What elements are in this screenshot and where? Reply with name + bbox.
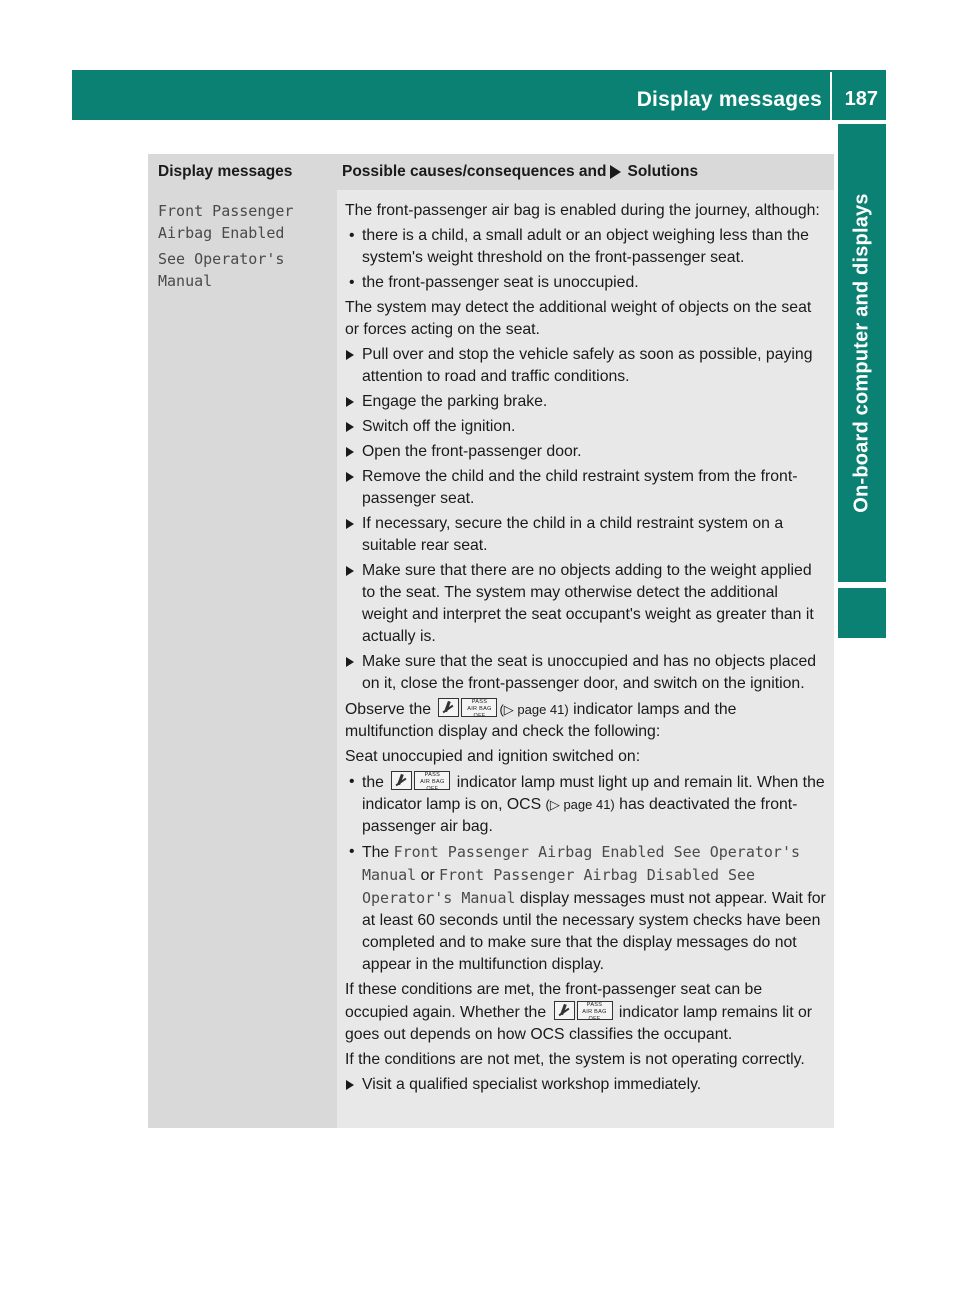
instruction-step: [345, 391, 827, 413]
seat-occupant-icon: [554, 1001, 575, 1020]
col-header-causes-text: Possible causes/consequences and: [342, 163, 607, 180]
check-text: or: [420, 867, 435, 884]
col-header-causes-solutions: [334, 154, 834, 190]
observe-text-start: Observe the: [345, 701, 432, 718]
intro-text: The front-passenger air bag is enabled during the journey, although:: [345, 202, 820, 219]
message-line: See Operator's: [158, 250, 285, 268]
condition-bullet: [345, 225, 827, 269]
step-arrow-icon: [346, 350, 354, 360]
step-text: Switch off the ignition.: [362, 418, 516, 435]
pass-icon-bottom-line: [462, 706, 496, 720]
step-arrow-icon: [346, 1080, 354, 1090]
instruction-step: [345, 344, 827, 388]
step-arrow-icon: [346, 447, 354, 457]
display-message-ref: Front Passenger Airbag Disabled See Operator's Manual: [362, 866, 756, 907]
pass-airbag-off-icon: [577, 1001, 613, 1020]
instruction-step: [345, 441, 827, 463]
conditions-met-end: indicator lamp remains lit or goes out depends on how OCS classifies the occupant.: [345, 1004, 813, 1043]
pass-airbag-off-icon: [414, 771, 450, 790]
check-text: indicator lamp must light up and remain lit. When the indicator lamp is on, OCS: [362, 774, 825, 813]
airbag-icon-label: AIR BAG: [420, 779, 445, 785]
step-text: Remove the child and the child restraint system from the front-passenger seat.: [362, 468, 798, 507]
instruction-step: [345, 513, 827, 557]
condition-text: there is a child, a small adult or an object weighing less than the system's weight threshold on the front-passenger seat.: [362, 227, 809, 266]
check-text: has deactivated the front-passenger air bag.: [362, 796, 798, 835]
pass-icon-bottom-line: [415, 779, 449, 793]
check-text: display messages must not appear. Wait for at least 60 seconds until the necessary system checks have been completed and to make sure that the display messages do not appear in the multifunction display.: [362, 890, 826, 973]
pass-airbag-off-icon: [461, 698, 497, 717]
seat-unoccupied-text: Seat unoccupied and ignition switched on:: [345, 748, 641, 765]
step-text: Pull over and stop the vehicle safely as soon as possible, paying attention to road and traffic conditions.: [362, 346, 813, 385]
check-bullet: [345, 771, 827, 838]
message-line: Manual: [158, 272, 213, 290]
condition-text: the front-passenger seat is unoccupied.: [362, 274, 639, 291]
step-text: If necessary, secure the child in a child restraint system on a suitable rear seat.: [362, 515, 784, 554]
bullet-icon: •: [349, 227, 355, 244]
observe-text-end: indicator lamps and the multifunction display and check the following:: [345, 701, 737, 740]
header-divider: [830, 72, 832, 120]
step-text: Engage the parking brake.: [362, 393, 548, 410]
check-text: The: [362, 844, 390, 861]
seat-occupant-icon: [438, 698, 459, 717]
check-text: the: [362, 774, 384, 791]
pass-icon-bottom-line: [578, 1009, 612, 1023]
off-icon-label: OFF: [473, 713, 486, 719]
bullet-icon: •: [349, 274, 355, 291]
conditions-met-start: If these conditions are met, the front-passenger seat can be occupied again. Whether the: [345, 981, 763, 1021]
page-reference: (▷ page 41): [499, 702, 569, 717]
seat-occupant-icon: [391, 771, 412, 790]
instruction-step: [345, 466, 827, 510]
instruction-step: [345, 560, 827, 648]
airbag-icon-label: AIR BAG: [467, 706, 492, 712]
step-text: Visit a qualified specialist workshop immediately.: [362, 1076, 702, 1093]
step-arrow-icon: [346, 422, 354, 432]
instruction-step: [345, 416, 827, 438]
detect-text: The system may detect the additional weight of objects on the seat or forces acting on the seat.: [345, 299, 812, 338]
message-line: Airbag Enabled: [158, 224, 285, 242]
condition-bullet: [345, 272, 827, 294]
step-arrow-icon: [346, 397, 354, 407]
chapter-marker-block: [838, 588, 886, 638]
instruction-step: [345, 1074, 827, 1096]
step-arrow-icon: [346, 472, 354, 482]
step-text: Open the front-passenger door.: [362, 443, 582, 460]
conditions-not-met-text: If the conditions are not met, the system is not operating correctly.: [345, 1051, 805, 1068]
display-message-cell: [148, 190, 337, 1128]
chapter-label: On-board computer and displays: [850, 193, 873, 513]
col-header-display-messages: Display messages: [158, 163, 293, 180]
page-header: [72, 70, 886, 120]
col-header-solutions-text: Solutions: [627, 163, 699, 180]
off-icon-label: OFF: [588, 1016, 601, 1022]
pass-icon-label: PASS: [471, 699, 488, 705]
airbag-icon-label: AIR BAG: [582, 1009, 607, 1015]
table-row: [148, 190, 834, 1128]
pass-icon-label: PASS: [424, 772, 441, 778]
table-header-row: [148, 154, 834, 190]
arrow-right-icon: [610, 165, 621, 179]
step-text: Make sure that there are no objects adding to the weight applied to the seat. The system may otherwise detect the additional weight and interpret the seat occupant's weight as greater than it actually is.: [362, 562, 814, 645]
check-bullet: [345, 841, 827, 976]
display-messages-table: [148, 154, 834, 1128]
instruction-step: [345, 651, 827, 695]
bullet-icon: •: [349, 773, 355, 790]
conditions-met-text: [345, 979, 827, 1046]
step-arrow-icon: [346, 566, 354, 576]
header-title: Display messages: [636, 88, 822, 111]
page-reference: (▷ page 41): [545, 797, 615, 812]
pass-icon-label: PASS: [586, 1002, 603, 1008]
bullet-icon: •: [349, 843, 355, 860]
step-text: Make sure that the seat is unoccupied and has no objects placed on it, close the front-passenger door, and switch on the ignition.: [362, 653, 817, 692]
page-number: 187: [844, 88, 878, 110]
observe-text: [345, 698, 827, 743]
off-icon-label: OFF: [426, 786, 439, 792]
step-arrow-icon: [346, 657, 354, 667]
message-line: Front Passenger: [158, 202, 294, 220]
display-message-ref: Front Passenger Airbag Enabled See Operator's Manual: [362, 843, 801, 884]
step-arrow-icon: [346, 519, 354, 529]
solutions-cell: [337, 190, 834, 1128]
